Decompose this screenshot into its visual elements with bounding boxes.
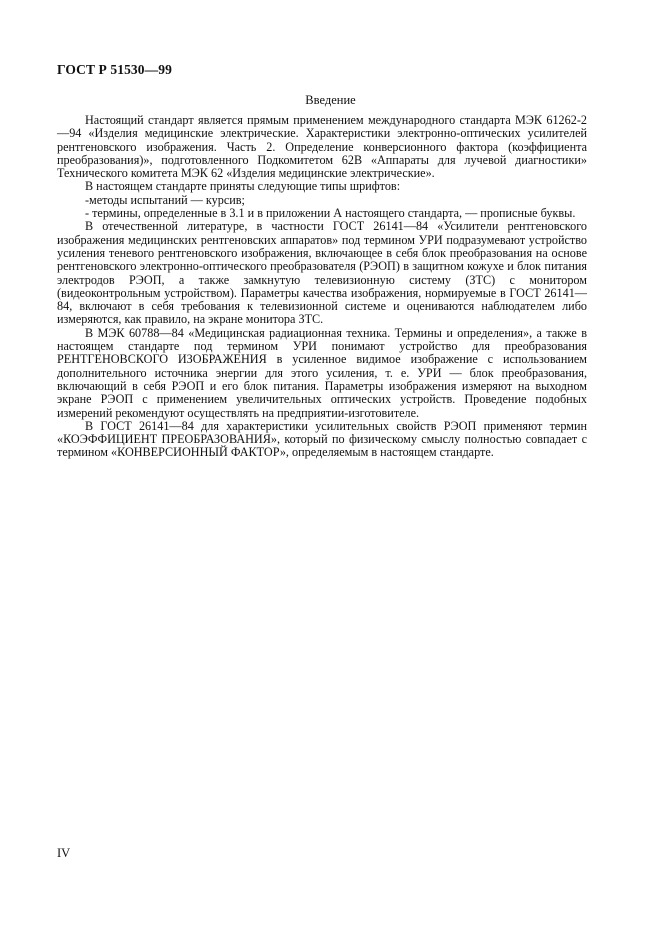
- list-item: -методы испытаний — курсив;: [85, 192, 245, 207]
- paragraph: Настоящий стандарт является прямым применением международного стандарта МЭК 61262-2—94 «Изделия медицинские электрические. Характеристики электронно-оптических усилителей рентгеновского изображения. Часть 2. Определение конверсионного фактора (коэффициента преобразования)», подготовленного Подкомитетом 62В «Аппараты для лучевой диагностики» Технического комитета МЭК 62 «Изделия медицинские электрические».: [57, 113, 587, 181]
- list-item: - термины, определенные в 3.1 и в приложении А настоящего стандарта, — прописные буквы.: [85, 206, 576, 221]
- paragraph: В МЭК 60788—84 «Медицинская радиационная техника. Термины и определения», а также в настоящем стандарте под термином УРИ понимают устройство для преобразования РЕНТГЕНОВСКОГО ИЗОБРАЖЕНИЯ в усиленное видимое изображение с использованием дополнительного источника энергии для этого усиления, т. е. УРИ — блок преобразования, включающий в себя РЭОП и его блок питания. Параметры изображения измеряют на выходном экране РЭОП с применением увеличительных оптических устройств. Проведение подобных измерений рекомендуют осуществлять на предприятии-изготовителе.: [57, 325, 587, 420]
- section-title: Введение: [305, 93, 356, 107]
- document-header: ГОСТ Р 51530—99: [57, 62, 172, 77]
- paragraph: В отечественной литературе, в частности ГОСТ 26141—84 «Усилители рентгеновского изображения медицинских рентгеновских аппаратов» под термином УРИ подразумевают устройство усиления теневого рентгеновского изображения, включающее в себя блок преобразования на основе рентгеновского электронно-оптического преобразователя (РЭОП) в защитном кожухе и блок питания электродов РЭОП, а также замкнутую телевизионную систему (ЗТС) с монитором (видеоконтрольным устройством). Параметры качества изображения, нормируемые в ГОСТ 26141—84, включают в себя требования к телевизионной системе и оцениваются наблюдателем либо измеряются, как правило, на экране монитора ЗТС.: [57, 219, 587, 327]
- body-text: [57, 114, 587, 460]
- page-number: IV: [57, 846, 71, 860]
- paragraph: В настоящем стандарте приняты следующие типы шрифтов:: [85, 179, 401, 194]
- paragraph: В ГОСТ 26141—84 для характеристики усилительных свойств РЭОП применяют термин «КОЭФФИЦИЕНТ ПРЕОБРАЗОВАНИЯ», который по физическому смыслу полностью совпадает с термином «КОНВЕРСИОННЫЙ ФАКТОР», определяемым в настоящем стандарте.: [57, 418, 587, 460]
